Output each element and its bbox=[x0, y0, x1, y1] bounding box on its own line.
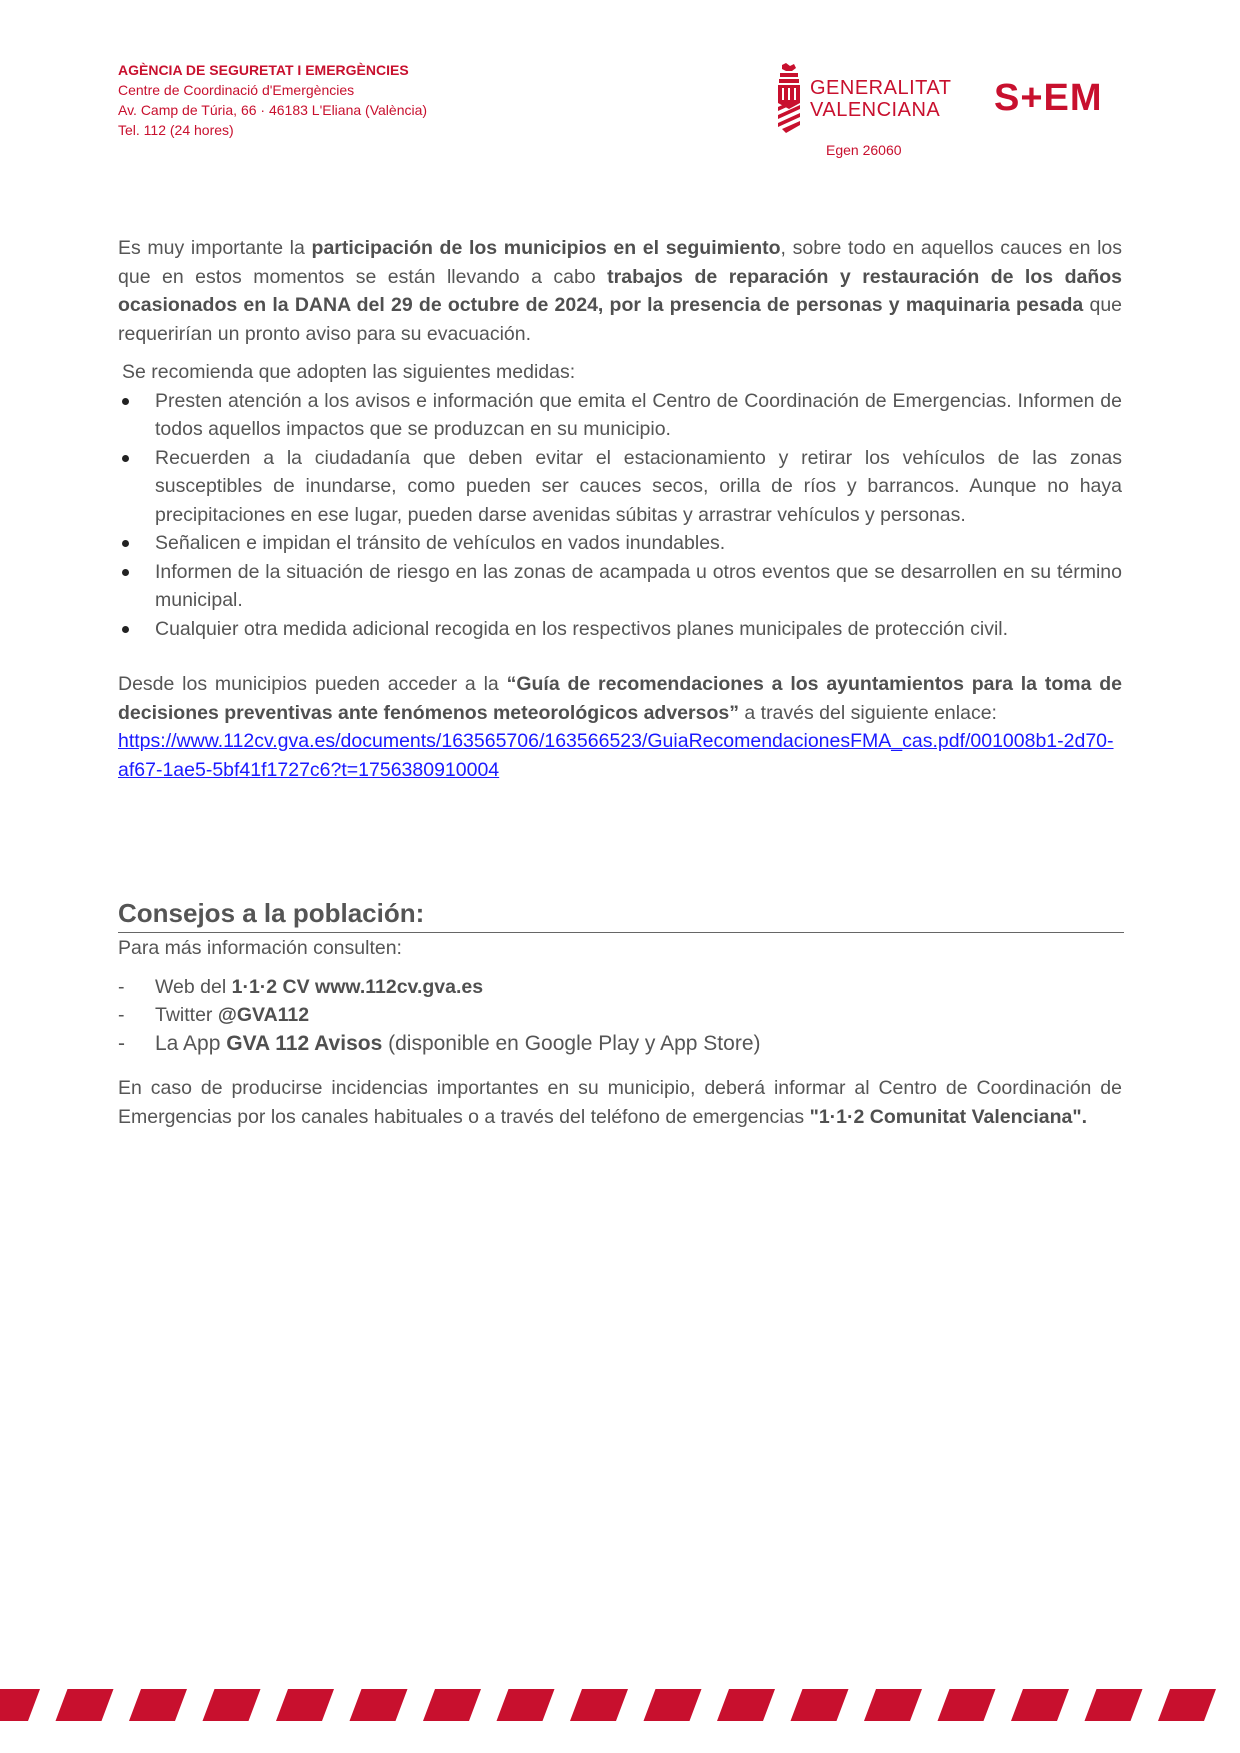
list-item: Recuerden a la ciudadanía que deben evitar el estacionamiento y retirar los vehículos de las zonas susceptibles de inundarse, como pueden ser cauces secos, orilla de ríos y barrancos. Aunque no haya precipitaciones en ese lugar, pueden darse avenidas súbitas y arrastrar vehículos y personas. bbox=[118, 444, 1122, 530]
text-run: , sobre todo en aquellos cauces en los que en estos momentos se están llevando a cabo bbox=[118, 237, 1123, 288]
text-run: En caso de producirse incidencias importantes en su municipio, deberá informar al Centro de Coordinación de Emergencias por los canales habituales o a través del teléfono de emergencias bbox=[118, 1077, 1122, 1128]
footer-stripe bbox=[203, 1689, 261, 1721]
text-run: Web del bbox=[155, 975, 232, 998]
generalitat-logo bbox=[776, 62, 951, 136]
list-item: Informen de la situación de riesgo en las zonas de acampada u otros eventos que se desarrollen en su término municipal. bbox=[118, 558, 1122, 615]
document-reference: Egen 26060 bbox=[826, 142, 902, 158]
guide-link[interactable]: https://www.112cv.gva.es/documents/163565706/163566523/GuiaRecomendacionesFMA_cas.pdf/001008b1-2d70-af67-1ae5-5bf41f1727c6?t=1756380910004 bbox=[118, 730, 1114, 781]
advice-intro: Para más información consulten: bbox=[118, 937, 402, 959]
text-run: (disponible en Google Play y App Store) bbox=[382, 1031, 761, 1055]
footer-stripe-band bbox=[0, 1689, 1240, 1721]
list-item: Cualquier otra medida adicional recogida en los respectivos planes municipales de protección civil. bbox=[118, 615, 1122, 644]
list-item-app bbox=[118, 1030, 1122, 1059]
info-channels-list bbox=[118, 973, 1122, 1059]
list-item-twitter bbox=[118, 1001, 1122, 1030]
footer-stripe bbox=[129, 1689, 187, 1721]
footer-stripe bbox=[350, 1689, 408, 1721]
list-item-web bbox=[118, 973, 1122, 1002]
letterhead-address bbox=[118, 60, 427, 140]
text-run: Es muy importante la bbox=[118, 237, 312, 259]
logo-line-generalitat: GENERALITAT bbox=[810, 77, 952, 99]
footer-stripe bbox=[497, 1689, 555, 1721]
footer-stripe bbox=[864, 1689, 922, 1721]
sem-logo: S+EM bbox=[994, 77, 1103, 119]
footer-stripe bbox=[791, 1689, 849, 1721]
footer-stripe bbox=[717, 1689, 775, 1721]
coat-of-arms-icon bbox=[776, 63, 802, 135]
phone: Tel. 112 (24 hores) bbox=[118, 122, 234, 138]
bold-run: participación de los municipios en el seguimiento bbox=[311, 237, 781, 259]
emergency-number: "1·1·2 Comunitat Valenciana". bbox=[809, 1105, 1088, 1128]
footer-stripe bbox=[276, 1689, 334, 1721]
logo-line-valenciana: VALENCIANA bbox=[810, 99, 941, 121]
list-item: Señalicen e impidan el tránsito de vehículos en vados inundables. bbox=[118, 529, 1122, 558]
twitter-handle: @GVA112 bbox=[217, 1004, 310, 1026]
text-run: que requerirían un pronto aviso para su evacuación. bbox=[118, 294, 1123, 345]
footer-stripe bbox=[423, 1689, 481, 1721]
footer-stripe bbox=[0, 1689, 40, 1721]
web-address: 1·1·2 CV www.112cv.gva.es bbox=[231, 975, 484, 998]
footer-stripe bbox=[644, 1689, 702, 1721]
address: Av. Camp de Túria, 66 · 46183 L'Eliana (València) bbox=[118, 102, 428, 118]
guide-paragraph bbox=[118, 670, 1122, 784]
footer-stripe bbox=[570, 1689, 628, 1721]
recommended-measures bbox=[118, 358, 1122, 643]
footer-stripe bbox=[1158, 1689, 1216, 1721]
centre-name: Centre de Coordinació d'Emergències bbox=[118, 82, 355, 98]
list-item: Presten atención a los avisos e información que emita el Centro de Coordinación de Emergencias. Informen de todos aquellos impactos que se produzcan en su municipio. bbox=[118, 387, 1122, 444]
footer-stripe bbox=[938, 1689, 996, 1721]
guide-title: “Guía de recomendaciones a los ayuntamientos para la toma de decisiones preventivas ante fenómenos meteorológicos adversos” bbox=[118, 673, 1122, 724]
measures-intro: Se recomienda que adopten las siguientes medidas: bbox=[122, 361, 576, 383]
agency-name: AGÈNCIA DE SEGURETAT I EMERGÈNCIES bbox=[118, 62, 409, 78]
municipal-participation-paragraph bbox=[118, 234, 1122, 348]
footer-stripe bbox=[56, 1689, 114, 1721]
footer-stripe bbox=[1011, 1689, 1069, 1721]
advice-info bbox=[118, 934, 1122, 1058]
closing-paragraph bbox=[118, 1074, 1122, 1131]
app-name: GVA 112 Avisos bbox=[226, 1031, 383, 1055]
text-run: La App bbox=[155, 1031, 227, 1055]
text-run: Desde los municipios pueden acceder a la bbox=[118, 673, 507, 695]
measures-list bbox=[118, 387, 1122, 644]
bold-run: trabajos de reparación y restauración de los daños ocasionados en la DANA del 29 de octubre de 2024, por la presencia de personas y maquinaria pesada bbox=[118, 265, 1122, 316]
text-run: a través del siguiente enlace: bbox=[738, 701, 997, 724]
footer-stripe bbox=[1085, 1689, 1143, 1721]
text-run: Twitter bbox=[155, 1004, 218, 1026]
section-title: Consejos a la población: bbox=[118, 896, 1124, 933]
